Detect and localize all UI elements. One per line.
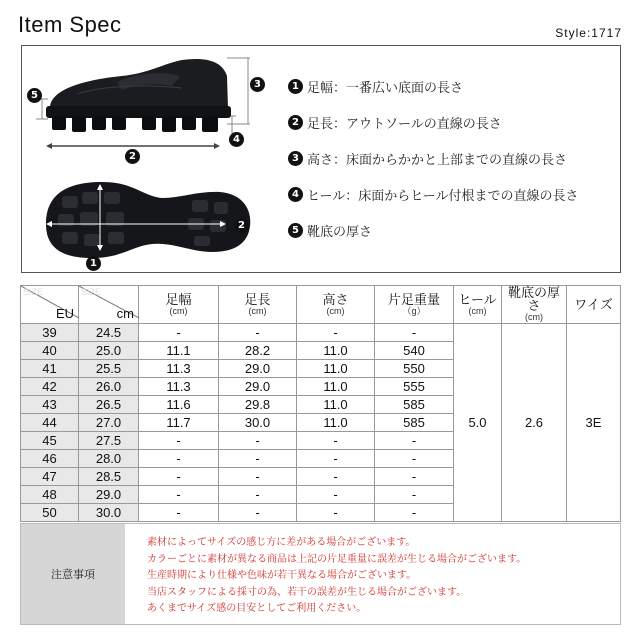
table-cell: - [297,432,375,450]
style-code: Style:1717 [555,26,622,40]
table-cell: 11.0 [297,342,375,360]
table-cell: - [139,468,219,486]
table-cell: - [139,504,219,522]
spec-item [288,140,578,176]
cm-size-cell: 26.0 [79,378,139,396]
table-cell: - [219,486,297,504]
column-header: 靴底の厚さ (cm) [502,286,567,324]
table-cell: - [297,504,375,522]
eu-size-cell: 48 [21,486,79,504]
spec-item-text: ヒール：床面からヒール付根までの直線の長さ [307,188,579,204]
badge-1-icon: 1 [86,256,101,271]
table-cell: 11.3 [139,378,219,396]
spec-item [288,68,578,104]
column-header: ワイズ [567,286,621,324]
table-cell: 30.0 [219,414,297,432]
spec-item-text: 靴底の厚さ [307,224,373,240]
table-cell: 11.0 [297,396,375,414]
table-cell: 550 [375,360,454,378]
table-cell: 585 [375,414,454,432]
table-cell: - [375,504,454,522]
eu-size-cell: 42 [21,378,79,396]
table-cell: - [375,450,454,468]
shoe-illustrations [22,46,277,272]
table-cell: - [219,324,297,342]
notice-box [20,523,621,625]
column-header: 高さ (cm) [297,286,375,324]
cm-size-cell: 30.0 [79,504,139,522]
badge-4-icon: 4 [229,132,244,147]
eu-size-cell: 43 [21,396,79,414]
badge-5-icon: 5 [27,88,42,103]
eu-header: SIZE EU [21,286,79,324]
table-cell: - [219,468,297,486]
table-cell: - [297,468,375,486]
eu-size-cell: 45 [21,432,79,450]
table-cell: - [297,324,375,342]
table-cell: - [297,450,375,468]
spec-item-text: 高さ：床面からかかと上部までの直線の長さ [307,152,568,168]
cm-size-cell: 24.5 [79,324,139,342]
eu-size-cell: 47 [21,468,79,486]
table-cell: 29.8 [219,396,297,414]
cm-size-cell: 29.0 [79,486,139,504]
number-4-icon: 4 [288,187,303,202]
table-cell: - [219,450,297,468]
spec-item [288,104,578,140]
table-cell: - [297,486,375,504]
page-title: Item Spec [18,12,122,37]
table-cell: - [139,432,219,450]
cm-size-cell: 28.0 [79,450,139,468]
spec-item-text: 足長：アウトソールの直線の長さ [307,116,502,132]
column-header: 足長 (cm) [219,286,297,324]
cm-size-cell: 27.0 [79,414,139,432]
spec-list [288,68,578,248]
cm-size-cell: 26.5 [79,396,139,414]
eu-size-cell: 44 [21,414,79,432]
notice-body [125,524,620,624]
table-cell: 28.2 [219,342,297,360]
eu-size-cell: 41 [21,360,79,378]
table-cell: - [375,486,454,504]
notice-line: カラーごとに素材が異なる商品は上記の片足重量に誤差が生じる場合がございます。 [147,553,527,565]
column-header: ヒール (cm) [454,286,502,324]
table-cell: 11.0 [297,414,375,432]
table-cell: 11.1 [139,342,219,360]
table-cell: 540 [375,342,454,360]
spec-item [288,212,578,248]
eu-size-cell: 39 [21,324,79,342]
spec-box [21,45,621,273]
notice-line: 生産時期により仕様や色味が若干異なる場合がございます。 [147,570,417,581]
heel-cell: 5.0 [454,324,502,522]
number-1-icon: 1 [288,79,303,94]
sole-thickness-cell: 2.6 [502,324,567,522]
eu-size-cell: 50 [21,504,79,522]
number-5-icon: 5 [288,223,303,238]
cm-size-cell: 25.0 [79,342,139,360]
shoe-side-view-image [22,46,277,272]
spec-item-text: 足幅：一番広い底面の長さ [307,80,464,96]
table-cell: - [139,486,219,504]
number-2-icon: 2 [288,115,303,130]
table-cell: 11.0 [297,360,375,378]
table-cell: 11.0 [297,378,375,396]
number-3-icon: 3 [288,151,303,166]
cm-size-cell: 27.5 [79,432,139,450]
notice-line: 素材によってサイズの感じ方に差がある場合がございます。 [147,537,416,548]
cm-size-cell: 28.5 [79,468,139,486]
column-header: 片足重量 （g） [375,286,454,324]
table-cell: - [219,432,297,450]
notice-label: 注意事項 [21,524,125,624]
table-cell: - [219,504,297,522]
notice-line: 当店スタッフによる採寸の為、若干の誤差が生じる場合がございます。 [147,586,467,598]
table-cell: 11.6 [139,396,219,414]
table-cell: - [139,324,219,342]
table-cell: - [375,468,454,486]
column-header: 足幅 (cm) [139,286,219,324]
cm-size-cell: 25.5 [79,360,139,378]
notice-line: あくまでサイズ感の目安としてご利用ください。 [147,603,367,614]
spec-item [288,176,578,212]
cm-header: SIZE cm [79,286,139,324]
eu-size-cell: 40 [21,342,79,360]
table-cell: - [139,450,219,468]
table-cell: 555 [375,378,454,396]
table-cell: - [375,324,454,342]
table-cell: 585 [375,396,454,414]
badge-2-sole-icon: 2 [234,218,249,233]
table-cell: - [375,432,454,450]
badge-2-icon: 2 [125,149,140,164]
eu-size-cell: 46 [21,450,79,468]
table-cell: 29.0 [219,378,297,396]
badge-3-icon: 3 [250,77,265,92]
table-header-row [21,286,621,324]
table-cell: 29.0 [219,360,297,378]
wise-cell: 3E [567,324,621,522]
table-cell: 11.3 [139,360,219,378]
table-cell: 11.7 [139,414,219,432]
table-row [21,324,621,342]
size-table [20,285,621,522]
